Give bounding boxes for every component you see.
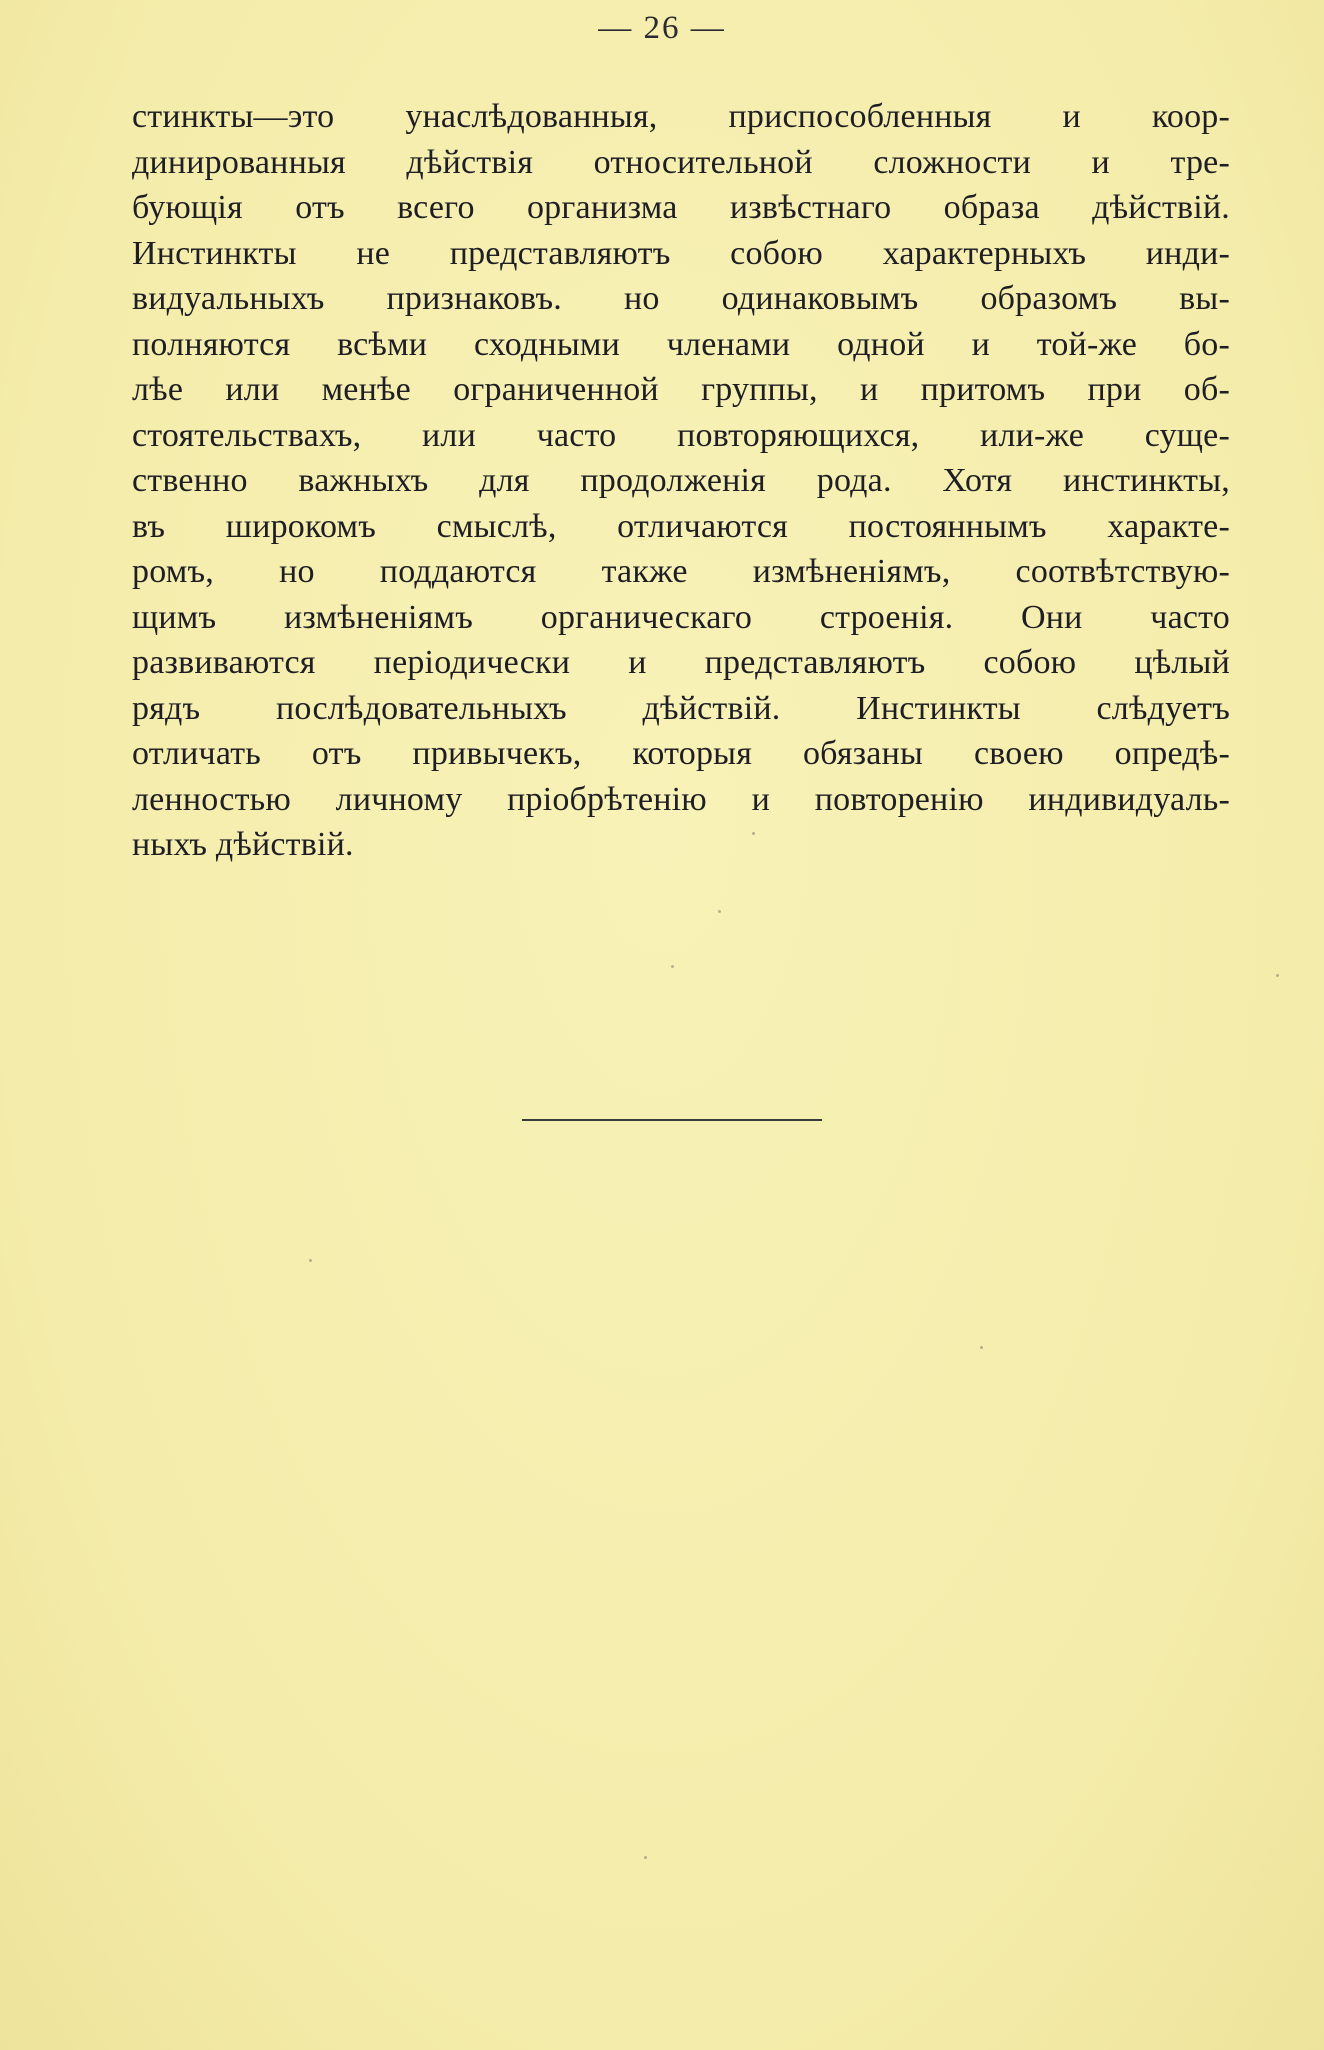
paragraph-line: стинкты—это унаслѣдованныя, приспособленныя и коор-	[132, 98, 1230, 135]
paragraph-line: видуальныхъ признаковъ. но одинаковымъ образомъ вы-	[132, 280, 1230, 317]
body-paragraph	[132, 94, 1230, 868]
paragraph-line: бующія отъ всего организма извѣстнаго образа дѣйствій.	[132, 189, 1230, 226]
paragraph-line: ленностью личному пріобрѣтенію и повторенію индивидуаль-	[132, 780, 1230, 818]
paper-speck	[1276, 974, 1279, 977]
paragraph-line-last: ныхъ дѣйствій.	[132, 826, 354, 863]
paper-speck	[644, 1856, 647, 1859]
paragraph-line: Инстинкты не представляютъ собою характерныхъ инди-	[132, 234, 1230, 272]
paragraph-line: ственно важныхъ для продолженія рода. Хотя инстинкты,	[132, 462, 1230, 499]
paragraph-line: въ широкомъ смыслѣ, отличаются постояннымъ характе-	[132, 507, 1230, 545]
paper-speck	[309, 1259, 312, 1262]
section-divider	[522, 1119, 822, 1121]
paragraph-line: ромъ, но поддаются также измѣненіямъ, соотвѣтствую-	[132, 553, 1230, 590]
paper-speck	[671, 965, 674, 968]
paragraph-line: рядъ послѣдовательныхъ дѣйствій. Инстинкты слѣдуетъ	[132, 689, 1230, 727]
paragraph-line: развиваются періодически и представляютъ собою цѣлый	[132, 644, 1230, 681]
paper-speck	[752, 832, 755, 835]
paper-speck	[718, 910, 721, 913]
paragraph-line: стоятельствахъ, или часто повторяющихся, или-же суще-	[132, 416, 1230, 454]
paragraph-line: динированныя дѣйствія относительной сложности и тре-	[132, 143, 1230, 181]
paper-speck	[980, 1346, 983, 1349]
paragraph-line: лѣе или менѣе ограниченной группы, и притомъ при об-	[132, 371, 1230, 408]
paragraph-line: полняются всѣми сходными членами одной и той-же бо-	[132, 325, 1230, 363]
paragraph-line: щимъ измѣненіямъ органическаго строенія. Они часто	[132, 598, 1230, 636]
page-number: — 26 —	[598, 10, 726, 46]
paragraph-line: отличать отъ привычекъ, которыя обязаны своею опредѣ-	[132, 735, 1230, 772]
